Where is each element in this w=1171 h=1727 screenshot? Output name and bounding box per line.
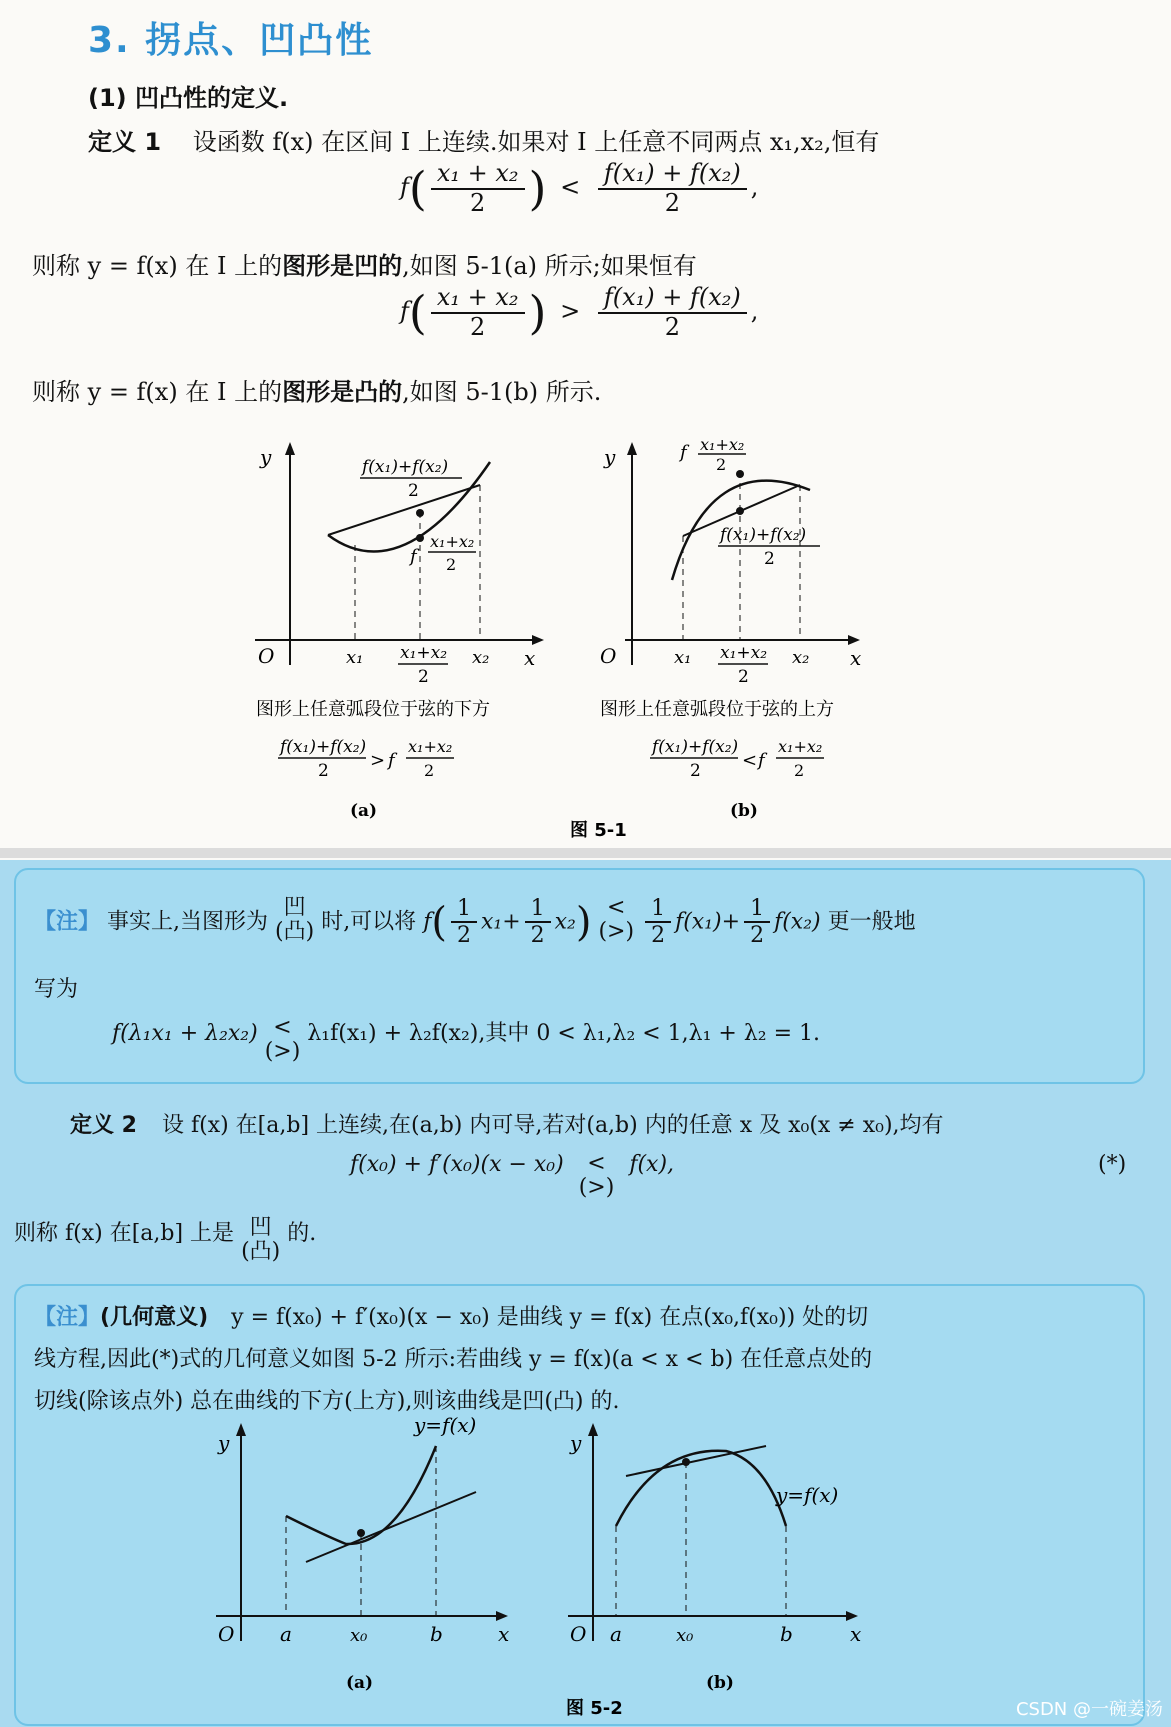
fig51a-x2: x₂	[472, 647, 490, 668]
note2-line1-text: y = f(x₀) + f′(x₀)(x − x₀) 是曲线 y = f(x) 在点(x₀,f(x₀)) 处的切	[231, 1305, 869, 1330]
def1-text: 设函数 f(x) 在区间 I 上连续.如果对 I 上任意不同两点 x₁,x₂,恒有	[192, 128, 880, 156]
subsection-title: (1) 凹凸性的定义.	[88, 84, 289, 112]
def2-line	[70, 1108, 944, 1139]
fig51b-mid-num: x₁+x₂	[720, 643, 768, 663]
note1-rhs-a: f(x₁)	[675, 909, 722, 935]
figure-5-1	[240, 440, 960, 850]
fig51-b	[600, 440, 861, 821]
fig51a-f: f	[410, 546, 417, 567]
ineq1-op: <	[560, 173, 581, 202]
ineq2-rhs-num: f(x₁) + f(x₂)	[598, 284, 747, 314]
fig51b-y-label: y	[604, 445, 616, 469]
fig52b-label: (b)	[706, 1673, 734, 1693]
convex-prefix: 则称 y = f(x) 在 I 上的	[32, 378, 283, 406]
fig52a-x0: x₀	[350, 1625, 368, 1646]
fig52a-x-label: x	[498, 1622, 510, 1646]
section-title: 3. 拐点、凹凸性	[88, 20, 374, 61]
note1-half-den-3: 2	[651, 923, 666, 949]
fig51b-fsum: f(x₁)+f(x₂)	[720, 525, 807, 545]
ineq2-rhs-den: 2	[664, 312, 680, 341]
fig51a-fmid-num: x₁+x₂	[430, 532, 475, 551]
def1-label: 定义 1	[88, 128, 162, 156]
fig51a-fsum: f(x₁)+f(x₂)	[362, 457, 449, 477]
fig51a-y-arrow	[285, 442, 295, 455]
note1-plus-1: +	[502, 909, 521, 935]
note1-line1: 【注】 事实上,当图形为 凹 (凸) 时,可以将 f( $\frac{1}{2}$ x₁+ $\frac{1}{2}$ x₂) < (>) $\frac{1}{2}$ f(x₁)+ $\frac{1}{2}$ f(x₂) 更一般地	[34, 895, 916, 949]
note1-half-num-1: 1	[451, 896, 477, 923]
fig51b-f: f	[680, 442, 687, 463]
note1-half-num-3: 1	[645, 896, 671, 923]
note1-x1: x₁	[480, 909, 503, 935]
note1-line3	[112, 1016, 820, 1064]
fig51b-ineq-op: <	[742, 750, 758, 771]
figure-5-2	[196, 1416, 976, 1716]
fig51-a	[255, 442, 544, 821]
note1-half-den-1: 2	[456, 923, 471, 949]
fig52b-y-label: y	[570, 1431, 582, 1455]
fig52-b	[568, 1423, 861, 1693]
fig52a-tangent-point	[357, 1529, 365, 1537]
fig52a-b: b	[430, 1622, 443, 1646]
def2-concl-a: 则称 f(x) 在[a,b] 上是	[14, 1221, 235, 1246]
page-divider	[0, 848, 1171, 858]
fig51b-ineq-f: f	[758, 750, 765, 771]
fig51a-y-label: y	[260, 445, 272, 469]
def2-conclusion	[14, 1216, 316, 1264]
ineq1-lhs-num: x₁ + x₂	[431, 160, 525, 190]
fig51b-fmid-den: 2	[716, 455, 727, 474]
note1-half-num-4: 1	[744, 896, 770, 923]
concave-suffix: ,如图 5-1(a) 所示;如果恒有	[402, 252, 697, 280]
fig51b-x1: x₁	[674, 647, 692, 668]
fig51a-x1: x₁	[346, 647, 364, 668]
fig51b-ineq-num: f(x₁)+f(x₂)	[652, 737, 739, 757]
fig51a-ineq-op: >	[370, 750, 386, 771]
note1-half-den-4: 2	[750, 923, 765, 949]
note2-box	[14, 1284, 1145, 1726]
note1-half-num-2: 1	[525, 896, 551, 923]
fig51a-caption: 图形上任意弧段位于弦的下方	[256, 699, 490, 720]
fig52a-label: (a)	[346, 1673, 374, 1693]
ineq1-lhs-den: 2	[470, 188, 486, 217]
def1-line	[88, 122, 879, 157]
fig51a-label: (a)	[350, 801, 378, 821]
convex-suffix: ,如图 5-1(b) 所示.	[402, 378, 602, 406]
fig51b-ineq-den: 2	[690, 761, 701, 781]
note1-rhs-b: f(x₂)	[774, 909, 821, 935]
note1-concave: 凹	[283, 895, 306, 920]
fig51b-ineq-mid-den: 2	[794, 761, 805, 780]
note1-f: f	[423, 909, 432, 935]
fig52a-a: a	[280, 1622, 292, 1646]
fig51a-x-arrow	[532, 635, 544, 645]
fig52b-origin: O	[570, 1622, 587, 1646]
ineq2-lhs-num: x₁ + x₂	[431, 284, 525, 314]
def2-tag: (*)	[1098, 1152, 1127, 1177]
fig52-a	[216, 1416, 509, 1693]
fig51a-fsum-den: 2	[408, 481, 419, 501]
fig51-name: 图 5-1	[570, 820, 627, 841]
fig51a-mid-num: x₁+x₂	[400, 643, 448, 663]
note1-line3-lhs: f(λ₁x₁ + λ₂x₂)	[112, 1021, 258, 1046]
def1-convex-text	[32, 372, 601, 407]
fig51a-ineq-den: 2	[318, 761, 329, 781]
fig51b-x2: x₂	[792, 647, 810, 668]
note1-plus-2: +	[721, 909, 741, 935]
note1-line1-a: 事实上,当图形为	[107, 909, 269, 935]
def2-label: 定义 2	[70, 1113, 137, 1138]
note1-line1-c: 更一般地	[827, 909, 916, 935]
def1-ineq-concave: f( $\frac{\text{x₁ + x₂}}{2}$ ) < $\frac{\text{f(x₁) + f(x₂)}}{2}$ ,	[400, 159, 759, 217]
def2-gt: (>)	[578, 1175, 615, 1201]
ineq1-rhs-den: 2	[664, 188, 680, 217]
fig52b-curve	[616, 1451, 786, 1526]
fig52b-a: a	[610, 1622, 622, 1646]
fig52b-curve-label: y=f(x)	[776, 1483, 839, 1507]
fig51a-ineq-f: f	[388, 750, 395, 771]
fig52a-y-label: y	[218, 1431, 230, 1455]
def2-concl-top: 凹	[249, 1215, 272, 1240]
fig51a-curve-mid-point	[416, 534, 424, 542]
fig51b-ineq-mid-num: x₁+x₂	[778, 737, 823, 756]
note1-le: <	[607, 895, 626, 920]
note2-line3: 切线(除该点外) 总在曲线的下方(上方),则该曲线是凹(凸) 的.	[34, 1389, 620, 1414]
fig52b-tangent-point	[682, 1458, 690, 1466]
fig51b-fsum-den: 2	[764, 549, 775, 569]
note1-half-den-2: 2	[530, 923, 545, 949]
ineq2-op: >	[560, 297, 581, 326]
note1-line2: 写为	[34, 977, 79, 1002]
def2-text: 设 f(x) 在[a,b] 上连续,在(a,b) 内可导,若对(a,b) 内的任意 x 及 x₀(x ≠ x₀),均有	[161, 1113, 944, 1138]
fig51a-mid-den: 2	[418, 667, 429, 687]
concave-prefix: 则称 y = f(x) 在 I 上的	[32, 252, 283, 280]
convex-bold: 图形是凸的	[282, 378, 403, 406]
note2-tag: 【注】	[34, 1305, 101, 1330]
fig52a-curve-label: y=f(x)	[414, 1416, 477, 1437]
ineq2-lhs-den: 2	[470, 312, 486, 341]
fig52b-b: b	[780, 1622, 793, 1646]
note1-line1-b: 时,可以将	[321, 909, 417, 935]
def2-formula	[350, 1152, 674, 1200]
fig51a-ineq-mid-den: 2	[424, 761, 435, 780]
fig51b-origin: O	[600, 644, 617, 668]
fig52b-x-label: x	[850, 1622, 862, 1646]
fig51b-chord-mid-point	[736, 507, 744, 515]
def1-concave-text	[32, 246, 697, 281]
fig51a-origin: O	[258, 644, 275, 668]
fig51a-chord-mid-point	[416, 509, 424, 517]
note1-line3-rhs: λ₁f(x₁) + λ₂f(x₂),其中 0 < λ₁,λ₂ < 1,λ₁ + λ₂ = 1.	[307, 1021, 821, 1046]
note2-head: (几何意义)	[100, 1305, 209, 1330]
fig52a-tangent	[306, 1492, 476, 1562]
note1-convex: (凸)	[275, 919, 315, 945]
note1-box	[14, 868, 1145, 1084]
note1-x2: x₂	[554, 909, 576, 935]
fig51a-x-label: x	[524, 646, 536, 670]
note1-line3-ge: (>)	[264, 1039, 301, 1065]
note1-ge: (>)	[598, 919, 635, 945]
note1-tag: 【注】	[34, 909, 101, 935]
def2-formula-lhs: f(x₀) + f′(x₀)(x − x₀)	[350, 1152, 564, 1177]
fig51b-mid-den: 2	[738, 667, 749, 687]
def2-concl-b: 的.	[287, 1221, 317, 1246]
fig51b-x-label: x	[850, 646, 862, 670]
fig51b-caption: 图形上任意弧段位于弦的上方	[600, 699, 834, 720]
note2-line1	[34, 1300, 868, 1331]
fig51b-label: (b)	[730, 801, 758, 821]
fig51b-fmid-num: x₁+x₂	[700, 440, 745, 454]
def2-lt: <	[587, 1151, 606, 1176]
fig52a-origin: O	[218, 1622, 235, 1646]
def1-ineq-convex: f( $\frac{\text{x₁ + x₂}}{2}$ ) > $\frac{\text{f(x₁) + f(x₂)}}{2}$ ,	[400, 283, 759, 341]
def2-concl-bot: (凸)	[241, 1239, 281, 1265]
fig51a-ineq-num: f(x₁)+f(x₂)	[280, 737, 367, 757]
fig51b-curve-mid-point	[736, 470, 744, 478]
fig51a-ineq-mid-num: x₁+x₂	[408, 737, 453, 756]
fig52b-x0: x₀	[676, 1625, 694, 1646]
note2-line2: 线方程,因此(*)式的几何意义如图 5-2 所示:若曲线 y = f(x)(a < x < b) 在任意点处的	[34, 1347, 873, 1372]
ineq1-rhs-num: f(x₁) + f(x₂)	[598, 160, 747, 190]
fig51a-chord	[328, 485, 480, 535]
def2-formula-rhs: f(x),	[629, 1152, 675, 1177]
concave-bold: 图形是凹的	[282, 252, 403, 280]
watermark: CSDN @一碗姜汤	[1015, 1699, 1163, 1720]
fig52-name: 图 5-2	[566, 1698, 623, 1716]
note1-line3-le: <	[273, 1015, 292, 1040]
fig51a-fmid-den: 2	[446, 555, 457, 574]
